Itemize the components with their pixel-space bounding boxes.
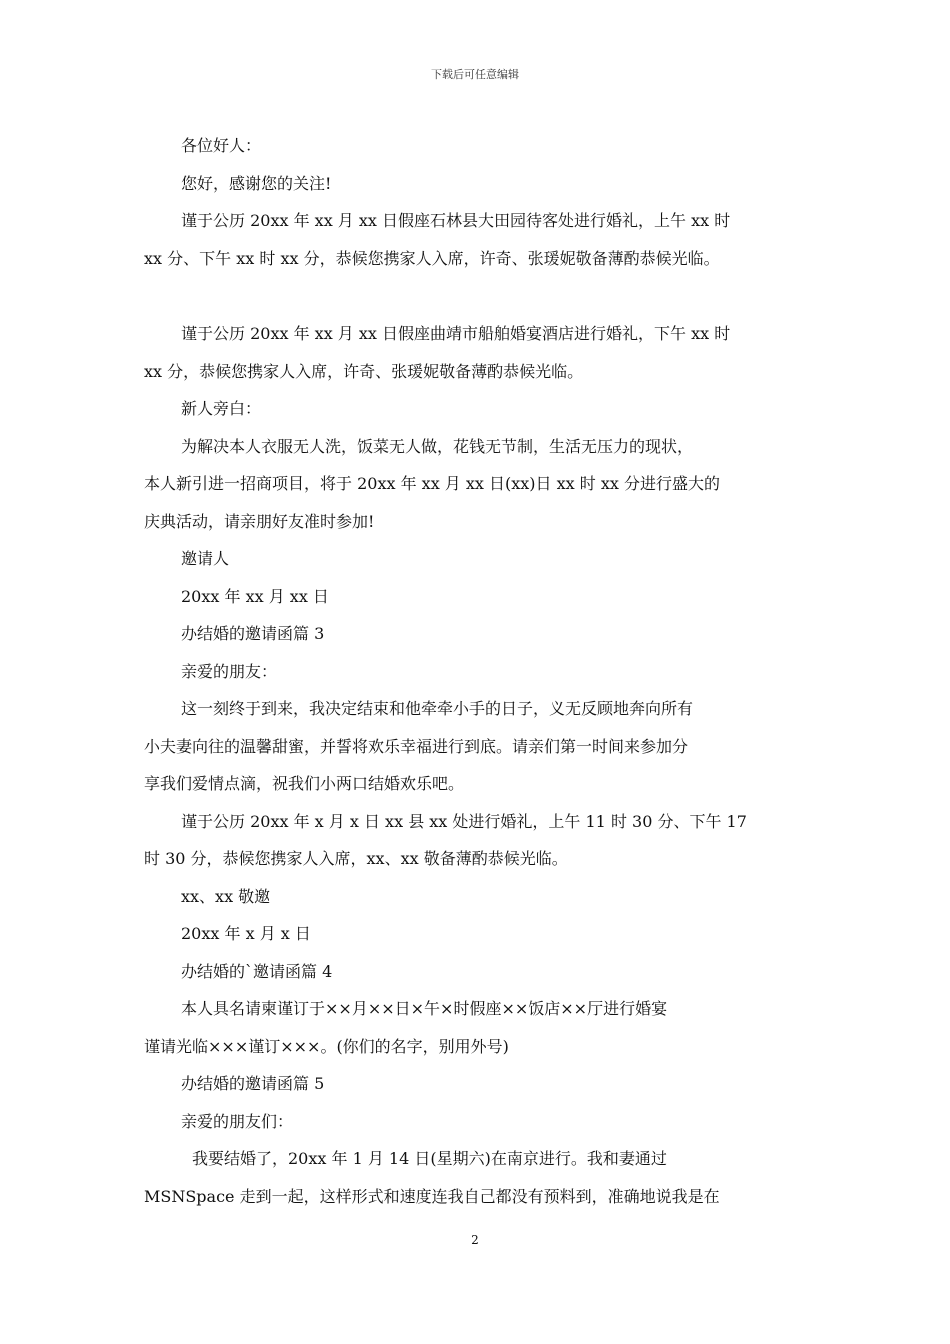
paragraph-line: 这一刻终于到来，我决定结束和他牵牵小手的日子，义无反顾地奔向所有	[181, 699, 694, 718]
date-line: 20xx 年 xx 月 xx 日	[181, 586, 329, 606]
paragraph-line: 谨于公历 20xx 年 xx 月 xx 日假座曲靖市船舶婚宴酒店进行婚礼，下午 xx 时	[181, 324, 731, 343]
paragraph-line: 谨于公历 20xx 年 xx 月 xx 日假座石林县大田园待客处进行婚礼，上午 xx 时	[181, 211, 731, 230]
greeting-line: 各位好人：	[181, 136, 262, 155]
paragraph-line: xx 分、下午 xx 时 xx 分，恭候您携家人入席，许奇、张瑗妮敬备薄酌恭候光临。	[144, 248, 720, 268]
section-title: 办结婚的邀请函篇 3	[181, 624, 325, 643]
page-header: 下载后可任意编辑	[431, 68, 519, 81]
section-title: 办结婚的`邀请函篇 4	[181, 961, 333, 981]
greeting-line: 亲爱的朋友们：	[181, 1111, 294, 1131]
blank-line	[144, 277, 809, 315]
paragraph-line: 小夫妻向往的温馨甜蜜，并誓将欢乐幸福进行到底。请亲们第一时间来参加分	[144, 736, 689, 756]
paragraph-line: 谨请光临×××谨订×××。(你们的名字，别用外号)	[144, 1036, 509, 1056]
paragraph-line: 享我们爱情点滴，祝我们小两口结婚欢乐吧。	[144, 774, 465, 793]
signature-line: xx、xx 敬邀	[181, 886, 271, 906]
date-line: 20xx 年 x 月 x 日	[181, 924, 311, 943]
paragraph-line: xx 分，恭候您携家人入席，许奇、张瑗妮敬备薄酌恭候光临。	[144, 361, 584, 381]
paragraph-line: 本人具名请柬谨订于××月××日×午×时假座××饭店××厅进行婚宴	[181, 999, 668, 1018]
paragraph-line: 新人旁白：	[181, 399, 262, 418]
document-body	[144, 127, 809, 1215]
greeting-line: 亲爱的朋友：	[181, 661, 278, 681]
paragraph-line: 时 30 分，恭候您携家人入席，xx、xx 敬备薄酌恭候光临。	[144, 849, 568, 868]
paragraph-line: MSNSpace 走到一起，这样形式和速度连我自己都没有预料到，准确地说我是在	[144, 1186, 720, 1206]
paragraph-line: 本人新引进一招商项目，将于 20xx 年 xx 月 xx 日(xx)日 xx 时 xx 分进行盛大的	[144, 474, 720, 493]
paragraph-line: 庆典活动，请亲朋好友准时参加!	[144, 511, 375, 531]
section-title: 办结婚的邀请函篇 5	[181, 1074, 325, 1093]
paragraph-line: 我要结婚了，20xx 年 1 月 14 日(星期六)在南京进行。我和妻通过	[192, 1149, 667, 1168]
page-number: 2	[471, 1233, 479, 1247]
paragraph-line: 您好，感谢您的关注!	[181, 173, 332, 193]
paragraph-line: 为解决本人衣服无人洗，饭菜无人做，花钱无节制，生活无压力的现状，	[181, 436, 694, 456]
signature-line: 邀请人	[181, 549, 230, 568]
paragraph-line: 谨于公历 20xx 年 x 月 x 日 xx 县 xx 处进行婚礼，上午 11 时 30 分、下午 17	[181, 811, 747, 831]
